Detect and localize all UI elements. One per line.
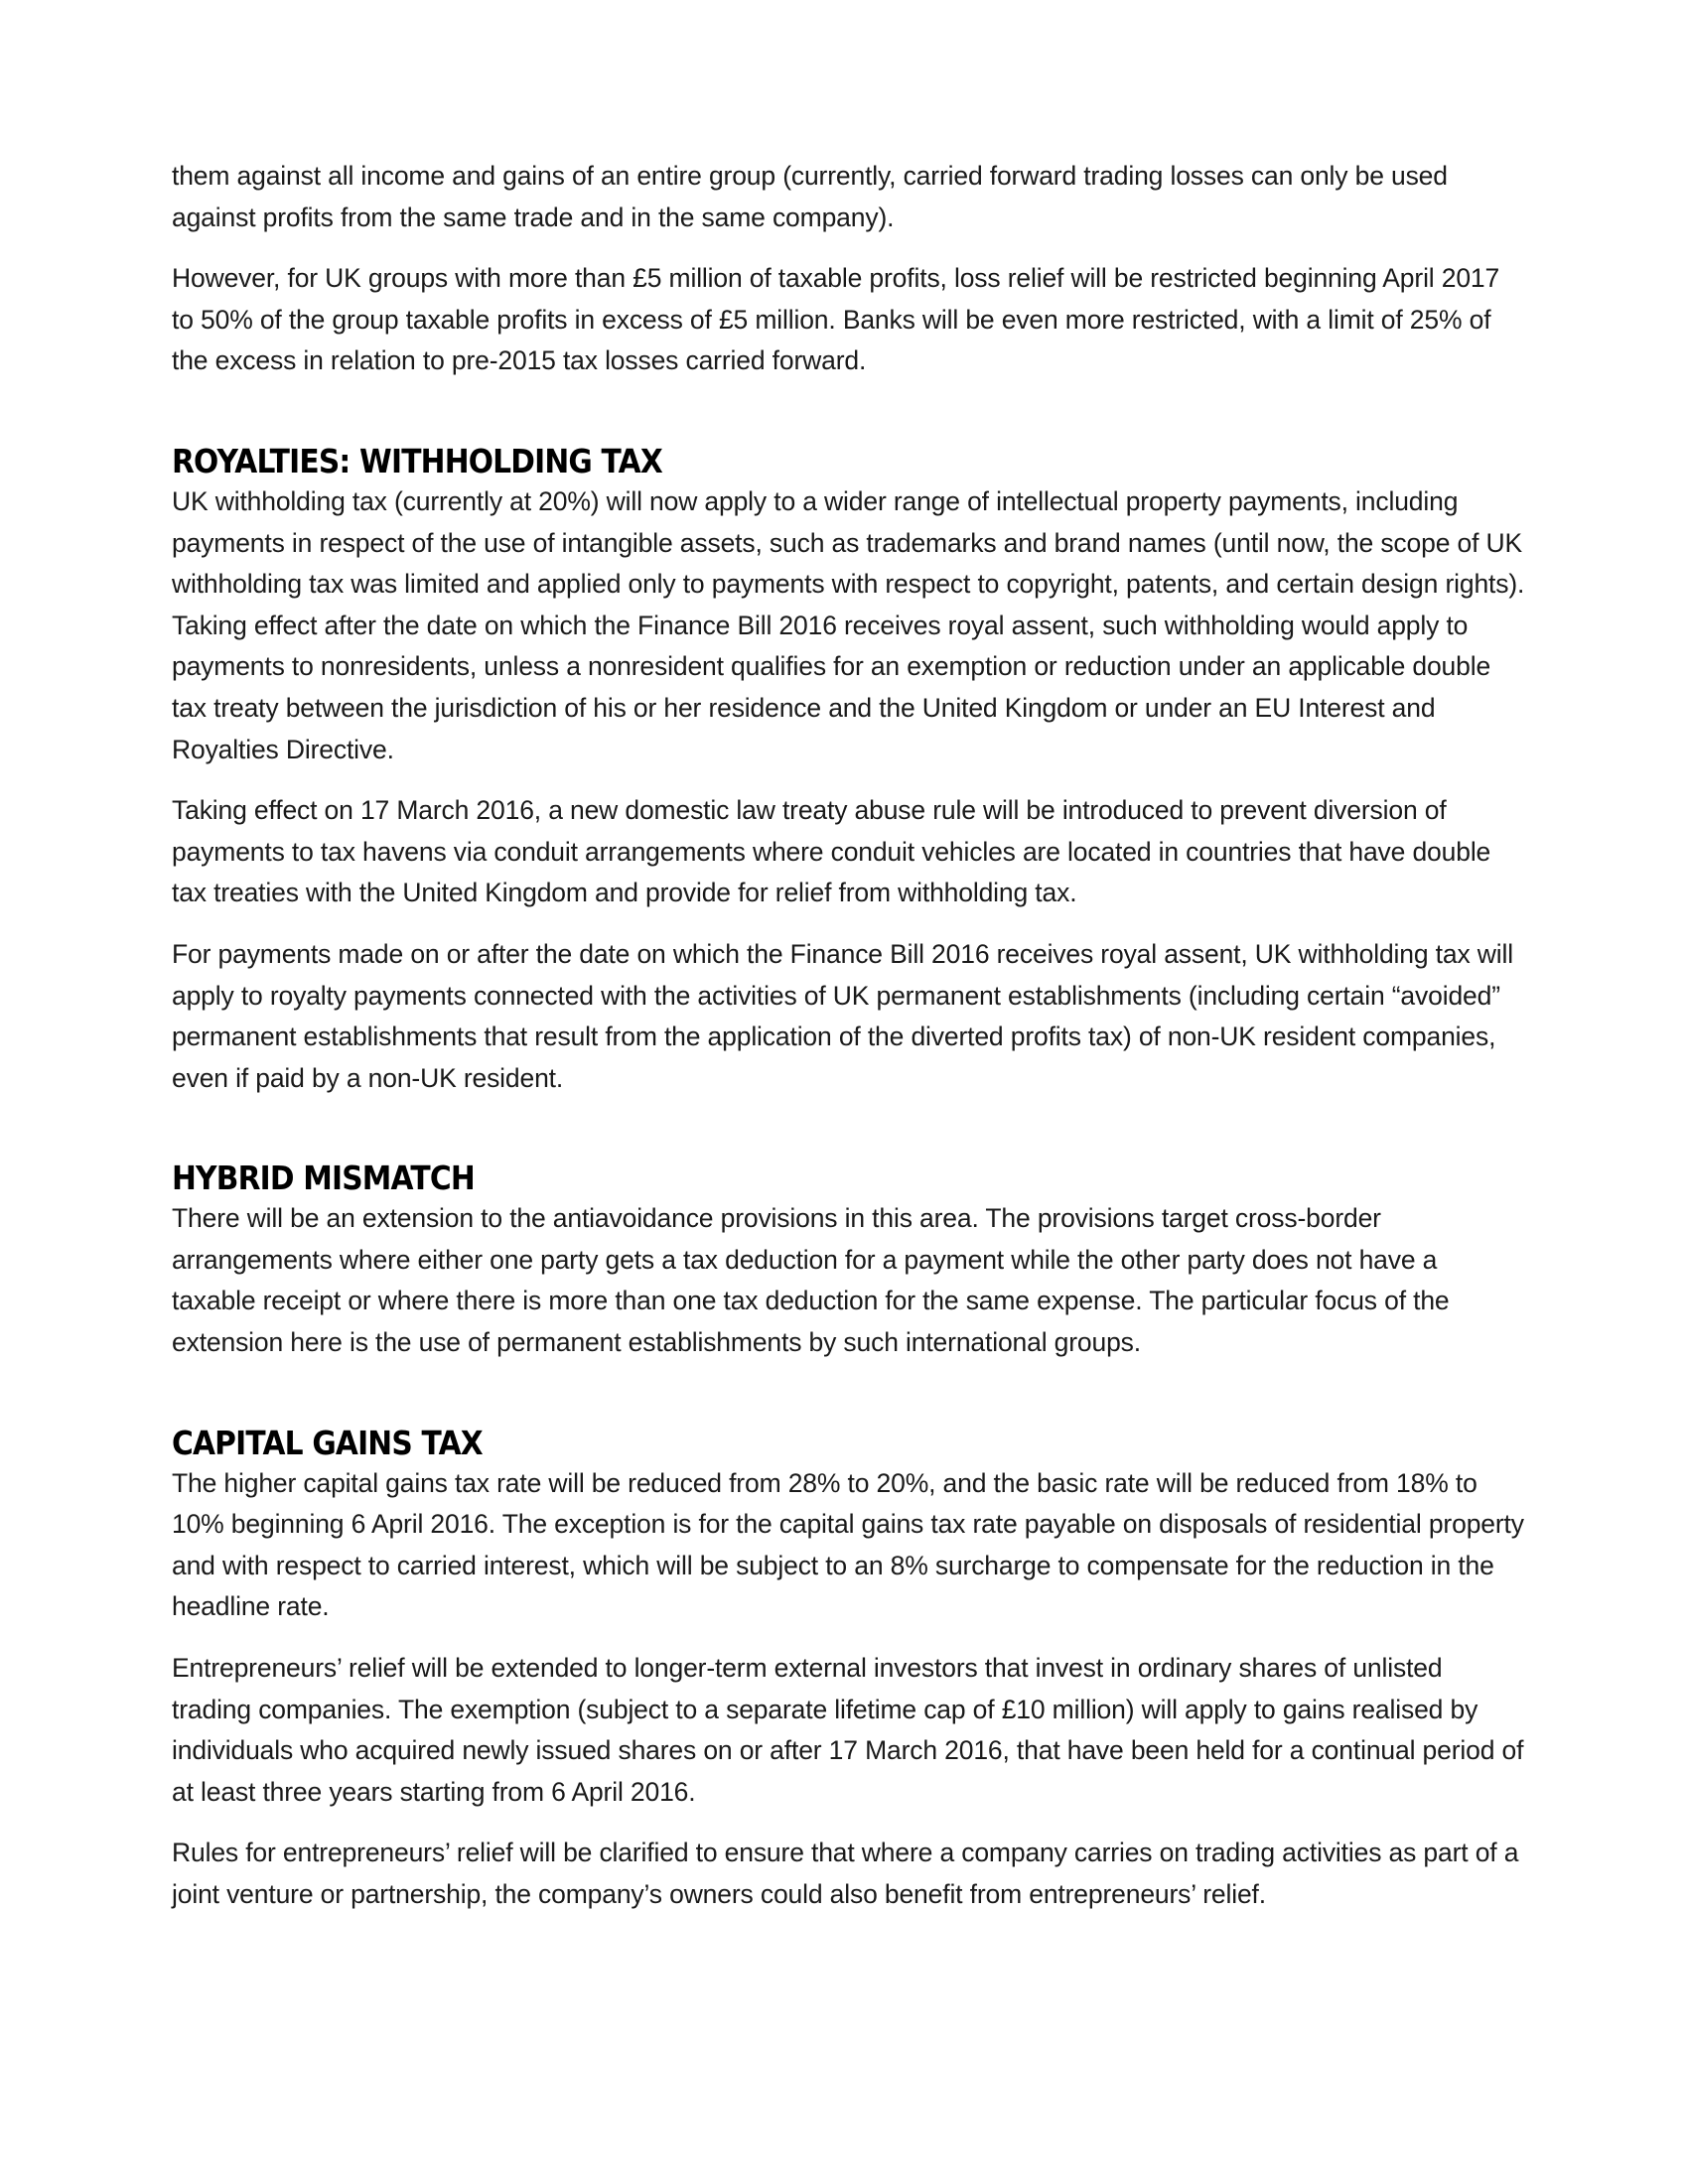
- section-royalties-withholding-tax: [172, 440, 1527, 1099]
- paragraph: them against all income and gains of an entire group (currently, carried forward trading losses can only be used against profits from the same trade and in the same company).: [172, 161, 1448, 232]
- paragraph: Rules for entrepreneurs’ relief will be clarified to ensure that where a company carries on trading activities as part of a joint venture or partnership, the company’s owners could also benefit from entrepreneurs’ relief.: [172, 1838, 1519, 1909]
- section-hybrid-mismatch: [172, 1157, 1527, 1363]
- paragraph: Entrepreneurs’ relief will be extended to longer-term external investors that invest in ordinary shares of unlisted trading companies. The exemption (subject to a separate lifetime cap of £10 million) will apply to gains realised by individuals who acquired newly issued shares on or after 17 March 2016, that have been held for a continual period of at least three years starting from 6 April 2016.: [172, 1653, 1524, 1807]
- paragraph: There will be an extension to the antiavoidance provisions in this area. The provisions target cross-border arrangements where either one party gets a tax deduction for a payment while the other party does not have a taxable receipt or where there is more than one tax deduction for the same expense. The particular focus of the extension here is the use of permanent establishments by such international groups.: [172, 1203, 1450, 1358]
- section-heading: HYBRID MISMATCH: [172, 1159, 475, 1198]
- paragraph: UK withholding tax (currently at 20%) will now apply to a wider range of intellectual property payments, including payments in respect of the use of intangible assets, such as trademarks and brand names (until now, the scope of UK withholding tax was limited and applied only to payments with respect to copyright, patents, and certain design rights). Taking effect after the date on which the Finance Bill 2016 receives royal assent, such withholding would apply to payments to nonresidents, unless a nonresident qualifies for an exemption or reduction under an applicable double tax treaty between the jurisdiction of his or her residence and the United Kingdom or under an EU Interest and Royalties Directive.: [172, 485, 1525, 764]
- section-capital-gains-tax: [172, 1422, 1527, 1916]
- document-page: [172, 156, 1527, 1936]
- paragraph: The higher capital gains tax rate will be reduced from 28% to 20%, and the basic rate will be reduced from 18% to 10% beginning 6 April 2016. The exception is for the capital gains tax rate payable on disposals of residential property and with respect to carried interest, which will be subject to an 8% surcharge to compensate for the reduction in the headline rate.: [172, 1467, 1524, 1622]
- section-heading: ROYALTIES: WITHHOLDING TAX: [172, 441, 662, 480]
- paragraph: For payments made on or after the date on which the Finance Bill 2016 receives royal assent, UK withholding tax will apply to royalty payments connected with the activities of UK permanent establishments (including certain “avoided” permanent establishments that result from the application of the diverted profits tax) of non-UK resident companies, even if paid by a non-UK resident.: [172, 938, 1513, 1093]
- intro-block: [172, 156, 1527, 382]
- section-heading: CAPITAL GAINS TAX: [172, 1423, 483, 1462]
- paragraph: However, for UK groups with more than £5 million of taxable profits, loss relief will be restricted beginning April 2017 to 50% of the group taxable profits in excess of £5 million. Banks will be even more restricted, with a limit of 25% of the excess in relation to pre-2015 tax losses carried forward.: [172, 263, 1500, 376]
- paragraph: Taking effect on 17 March 2016, a new domestic law treaty abuse rule will be introduced to prevent diversion of payments to tax havens via conduit arrangements where conduit vehicles are located in countries that have double tax treaties with the United Kingdom and provide for relief from withholding tax.: [172, 795, 1491, 908]
